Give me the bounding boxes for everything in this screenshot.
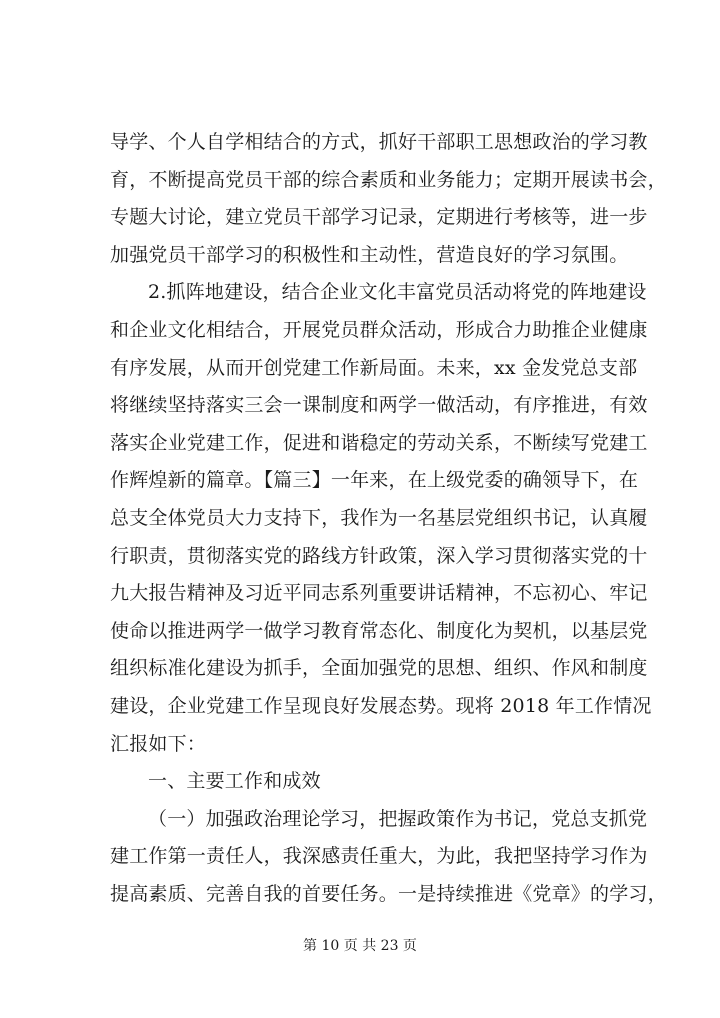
text-line: 专题大讨论，建立党员干部学习记录，定期进行考核等，进一步 (110, 206, 648, 229)
text-line: 和企业文化相结合，开展党员群众活动，形成合力助推企业健康 (110, 318, 648, 341)
text-line: 将继续坚持落实三会一课制度和两学一做活动，有序推进，有效 (110, 394, 648, 417)
text-line: 有序发展，从而开创党建工作新局面。未来，xx 金发党总支部 (110, 356, 638, 379)
page-number-footer: 第 10 页 共 23 页 (303, 938, 417, 954)
text-line: 建设，企业党建工作呈现良好发展态势。现将 2018 年工作情况 (110, 694, 652, 717)
text-line: 2.抓阵地建设，结合企业文化丰富党员活动将党的阵地建设 (148, 281, 647, 304)
text-line: 行职责，贯彻落实党的路线方针政策，深入学习贯彻落实党的十 (110, 544, 648, 567)
text-line: （一）加强政治理论学习，把握政策作为书记，党总支抓党 (148, 807, 648, 830)
text-line: 加强党员干部学习的积极性和主动性，营造良好的学习氛围。 (110, 243, 629, 266)
text-line: 落实企业党建工作，促进和谐稳定的劳动关系，不断续写党建工 (110, 431, 648, 454)
text-line: 建工作第一责任人，我深感责任重大，为此，我把坚持学习作为 (110, 845, 648, 868)
text-line: 总支全体党员大力支持下，我作为一名基层党组织书记，认真履 (110, 506, 648, 529)
body-text (110, 124, 667, 913)
text-line: 导学、个人自学相结合的方式，抓好干部职工思想政治的学习教 (110, 131, 648, 153)
text-line: 作辉煌新的篇章。【篇三】一年来，在上级党委的确领导下，在 (110, 469, 639, 492)
text-line: 汇报如下： (110, 732, 207, 755)
text-line: 使命以推进两学一做学习教育常态化、制度化为契机，以基层党 (110, 619, 648, 642)
section-heading: 一、主要工作和成效 (148, 770, 321, 793)
text-line: 九大报告精神及习近平同志系列重要讲话精神，不忘初心、牢记 (110, 582, 648, 605)
text-line: 组织标准化建设为抓手，全面加强党的思想、组织、作风和制度 (110, 657, 648, 680)
text-line: 提高素质、完善自我的首要任务。一是持续推进《党章》的学习， (110, 882, 667, 905)
text-line: 育，不断提高党员干部的综合素质和业务能力；定期开展读书会， (110, 168, 667, 191)
